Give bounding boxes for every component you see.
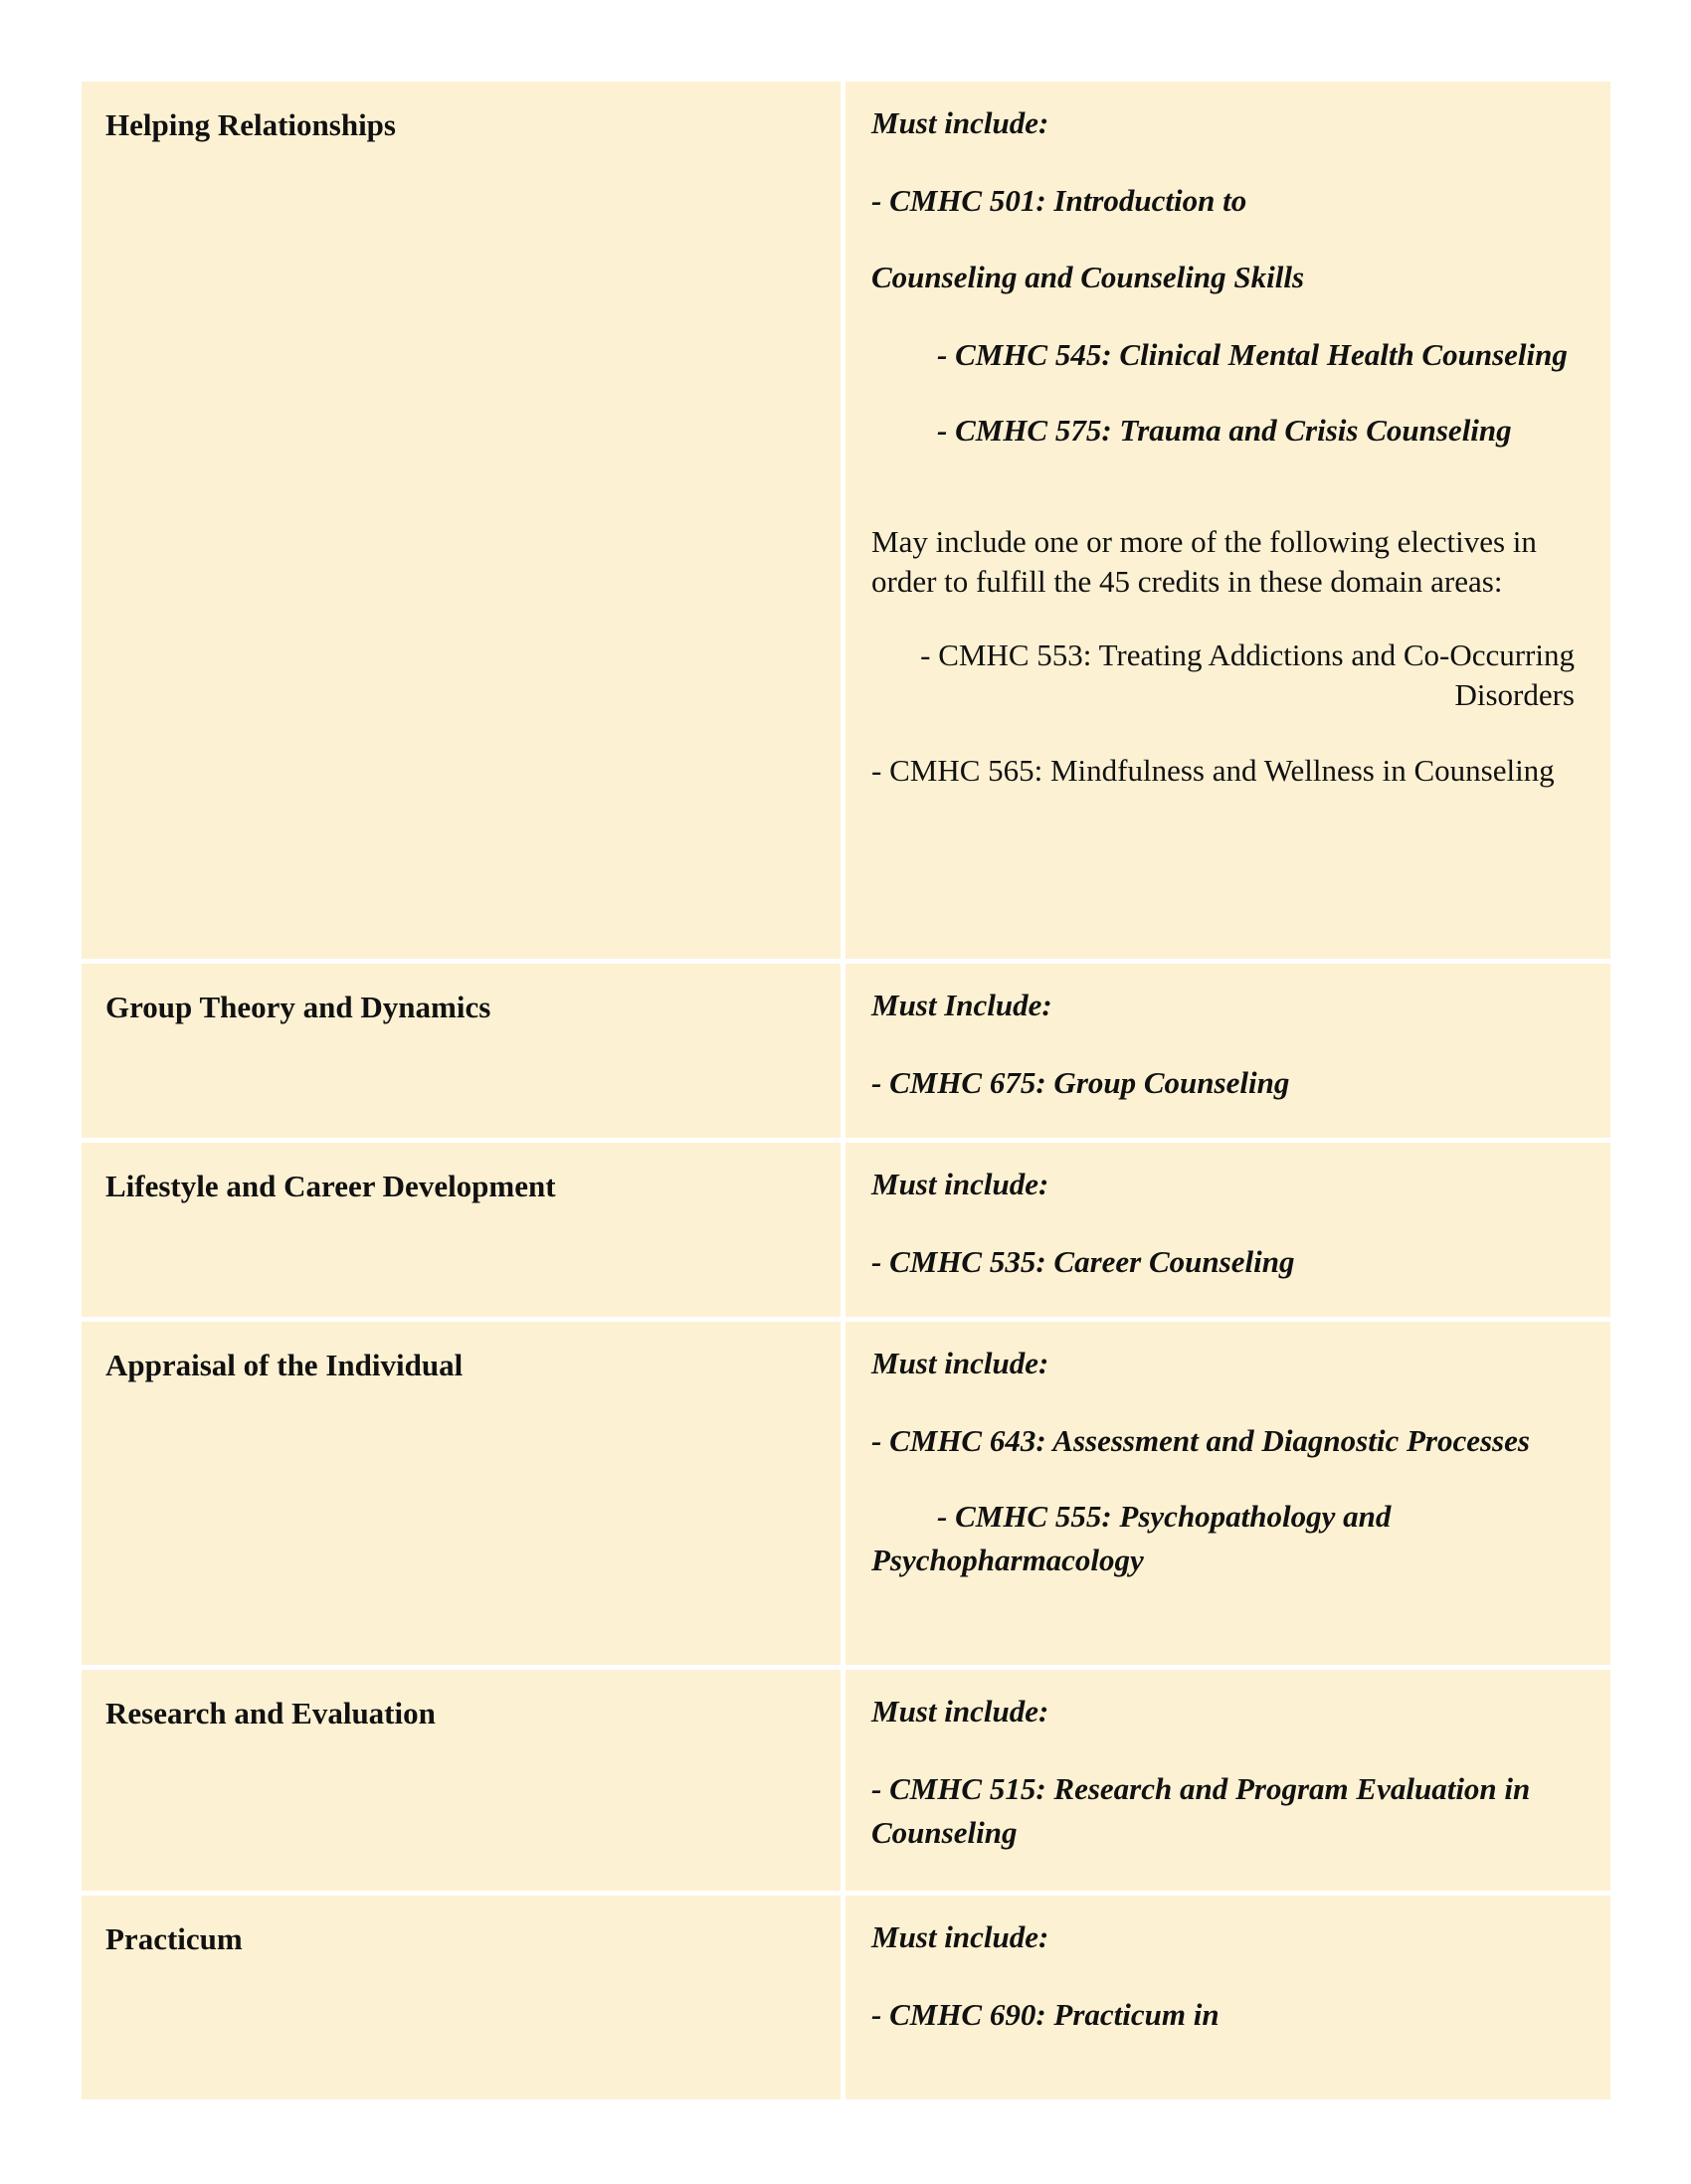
required-course: - CMHC 535: Career Counseling (871, 1244, 1295, 1279)
must-include-label: Must include: (871, 1919, 1049, 1954)
table-row (82, 1670, 1610, 1891)
domain-cell (82, 1322, 841, 1665)
domain-cell (82, 82, 841, 959)
domain-cell (82, 1143, 841, 1317)
domain-title: Research and Evaluation (105, 1696, 436, 1730)
required-course: - CMHC 515: Research and Program Evaluation in Counseling (871, 1771, 1531, 1850)
electives-intro: May include one or more of the following electives in order to fulfill the 45 credits in these domain areas: (871, 524, 1537, 599)
requirements-cell (846, 1670, 1610, 1891)
requirements-cell (846, 1143, 1610, 1317)
domain-title: Group Theory and Dynamics (105, 990, 491, 1024)
table-row (82, 82, 1610, 959)
elective-course: - CMHC 565: Mindfulness and Wellness in Counseling (871, 753, 1555, 788)
requirements-cell (846, 964, 1610, 1138)
table-row (82, 964, 1610, 1138)
domain-cell (82, 1670, 841, 1891)
elective-course: - CMHC 553: Treating Addictions and Co-Occurring Disorders (920, 637, 1575, 712)
required-course: - CMHC 555: Psychopathology and Psychopharmacology (871, 1499, 1392, 1577)
domain-cell (82, 1896, 841, 2099)
required-course: - CMHC 643: Assessment and Diagnostic Processes (871, 1423, 1530, 1458)
required-course: - CMHC 690: Practicum in (871, 1997, 1220, 2032)
must-include-label: Must include: (871, 1346, 1049, 1380)
table-row (82, 1322, 1610, 1665)
must-include-label: Must include: (871, 105, 1049, 140)
requirements-cell (846, 82, 1610, 959)
domain-title: Practicum (105, 1921, 243, 1956)
required-course: Counseling and Counseling Skills (871, 260, 1305, 294)
requirements-cell (846, 1322, 1610, 1665)
table-row (82, 1143, 1610, 1317)
domain-cell (82, 964, 841, 1138)
must-include-label: Must Include: (871, 988, 1052, 1022)
table-row (82, 1896, 1610, 2099)
required-course: - CMHC 501: Introduction to (871, 183, 1247, 218)
must-include-label: Must include: (871, 1167, 1049, 1201)
required-course: - CMHC 675: Group Counseling (871, 1065, 1290, 1100)
requirements-cell (846, 1896, 1610, 2099)
domain-title: Appraisal of the Individual (105, 1348, 464, 1382)
required-course: - CMHC 545: Clinical Mental Health Counseling (937, 337, 1568, 372)
required-course: - CMHC 575: Trauma and Crisis Counseling (937, 413, 1512, 448)
domain-title: Helping Relationships (105, 107, 396, 142)
must-include-label: Must include: (871, 1694, 1049, 1729)
domain-title: Lifestyle and Career Development (105, 1169, 556, 1203)
course-requirements-table (82, 82, 1610, 2104)
